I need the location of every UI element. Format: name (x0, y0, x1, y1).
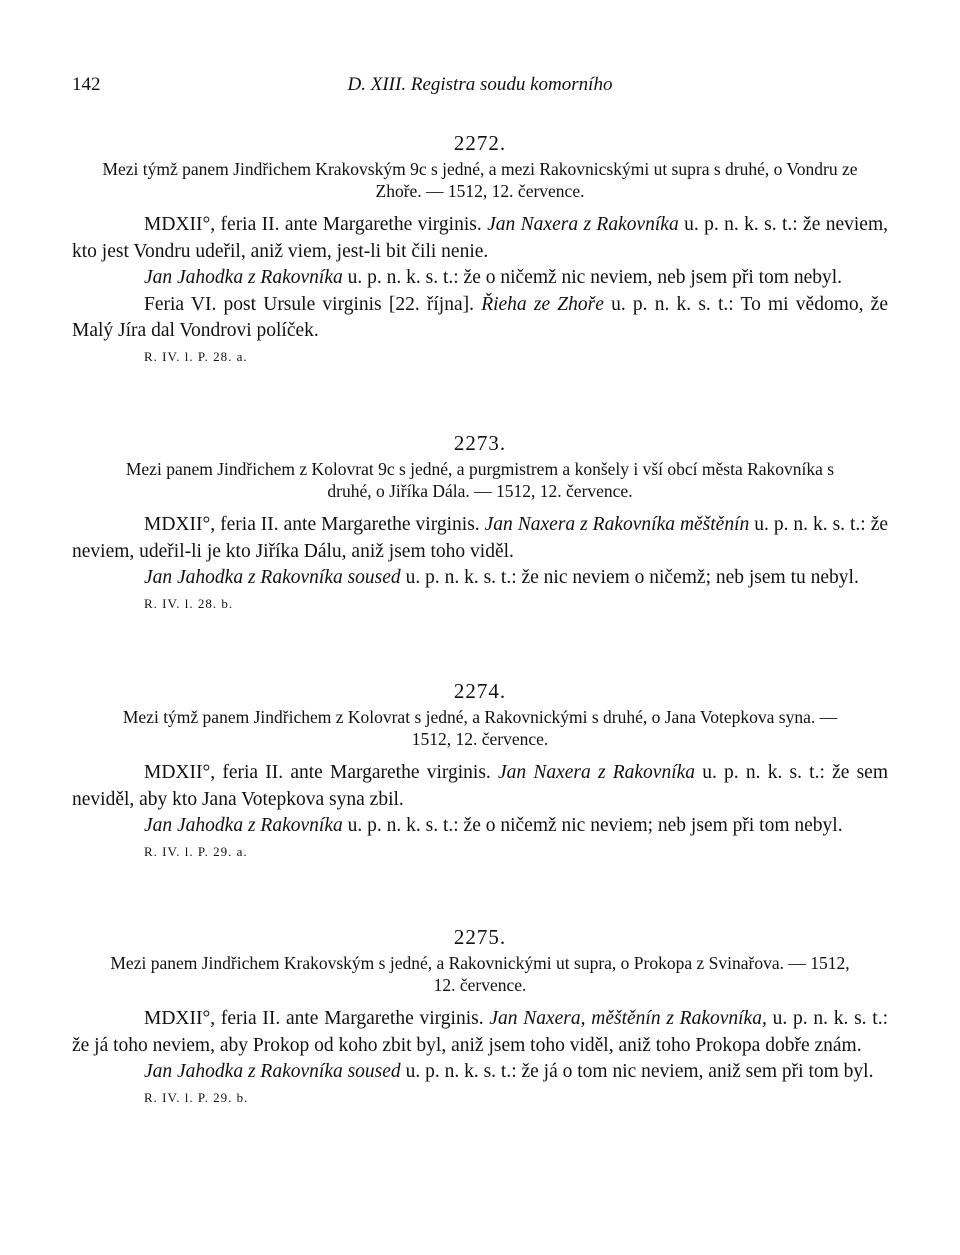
testimony-paragraph: Jan Jahodka z Rakovníka soused u. p. n. k. s. t.: že nic neviem o ničemž; neb jsem tu nebyl. (144, 567, 859, 588)
page-header (72, 74, 888, 98)
testimony-paragraph: Feria VI. post Ursule virginis [22. října]. Řieha ze Zhoře u. p. n. k. s. t.: To mi vědomo, že Malý Jíra dal Vondrovi políček. (72, 293, 888, 341)
entry-2275 (72, 922, 888, 1108)
testimony-paragraph: MDXII°, feria II. ante Margarethe virginis. Jan Naxera z Rakovníka u. p. n. k. s. t.: že neviem, kto jest Vondru udeřil, aniž viem, jest-li bit čili nenie. (72, 214, 889, 262)
entry-2272 (72, 128, 888, 367)
entry-regest: Mezi týmž panem Jindřichem Krakovským 9c s jedné, a mezi Rakovnicskými ut supra s druhé, o Vondru ze Zhoře. — 1512, 12. července. (102, 159, 858, 201)
entry-regest: Mezi panem Jindřichem Krakovským s jedné, a Rakovnickými ut supra, o Prokopa z Svinařova. — 1512, 12. července. (110, 953, 850, 995)
entry-number: 2274. (453, 679, 507, 703)
entry-2274 (72, 676, 888, 862)
witness-name: Jan Jahodka z Rakovníka soused (144, 567, 401, 588)
testimony-paragraph: Jan Jahodka z Rakovníka u. p. n. k. s. t.: že o ničemž nic neviem, neb jsem při tom nebyl. (144, 267, 843, 288)
witness-name: Jan Naxera z Rakovníka (487, 214, 679, 235)
witness-name: Jan Naxera, měštěnín z Rakovníka, (489, 1008, 767, 1029)
witness-name: Řieha ze Zhoře (481, 293, 604, 315)
entry-number: 2275. (453, 925, 507, 949)
testimony-paragraph: MDXII°, feria II. ante Margarethe virginis. Jan Naxera, měštěnín z Rakovníka, u. p. n. k. s. t.: že já toho neviem, aby Prokop od koho zbit byl, aniž jsem toho viděl, aniž toho Prokopa dobře znám. (72, 1008, 888, 1056)
witness-name: Jan Jahodka z Rakovníka (144, 815, 343, 836)
witness-name: Jan Jahodka z Rakovníka (144, 267, 343, 288)
archival-signature: R. IV. l. P. 29. b. (144, 1089, 249, 1105)
witness-name: Jan Naxera z Rakovníka (498, 762, 696, 783)
archival-signature: R. IV. l. P. 29. a. (144, 843, 248, 859)
archival-signature: R. IV. l. 28. b. (144, 595, 234, 611)
testimony-paragraph: Jan Jahodka z Rakovníka u. p. n. k. s. t.: že o ničemž nic neviem; neb jsem při tom nebyl. (144, 815, 843, 836)
testimony-paragraph: MDXII°, feria II. ante Margarethe virginis. Jan Naxera z Rakovníka měštěnín u. p. n. k. s. t.: že neviem, udeřil-li je kto Jiříka Dálu, aniž jsem toho viděl. (72, 514, 889, 562)
testimony-paragraph: MDXII°, feria II. ante Margarethe virginis. Jan Naxera z Rakovníka u. p. n. k. s. t.: že sem neviděl, aby kto Jana Votepkova syna zbil. (72, 762, 888, 810)
entry-number: 2273. (453, 431, 507, 455)
entry-regest: Mezi týmž panem Jindřichem z Kolovrat s jedné, a Rakovnickými s druhé, o Jana Votepkova syna. — 1512, 12. července. (122, 707, 838, 749)
entry-number: 2272. (453, 131, 507, 155)
testimony-paragraph: Jan Jahodka z Rakovníka soused u. p. n. k. s. t.: že já o tom nic neviem, aniž sem při tom byl. (144, 1061, 874, 1082)
witness-name: Jan Naxera z Rakovníka měštěnín (484, 514, 750, 535)
running-title: D. XIII. Registra soudu komorního (347, 74, 613, 95)
witness-name: Jan Jahodka z Rakovníka soused (144, 1061, 401, 1082)
entry-regest: Mezi panem Jindřichem z Kolovrat 9c s jedné, a purgmistrem a konšely i vší obcí města Rakovníka s druhé, o Jiříka Dála. — 1512, 12. července. (125, 459, 835, 501)
archival-signature: R. IV. l. P. 28. a. (144, 348, 248, 364)
page-number: 142 (72, 74, 101, 95)
entry-2273 (72, 428, 888, 614)
